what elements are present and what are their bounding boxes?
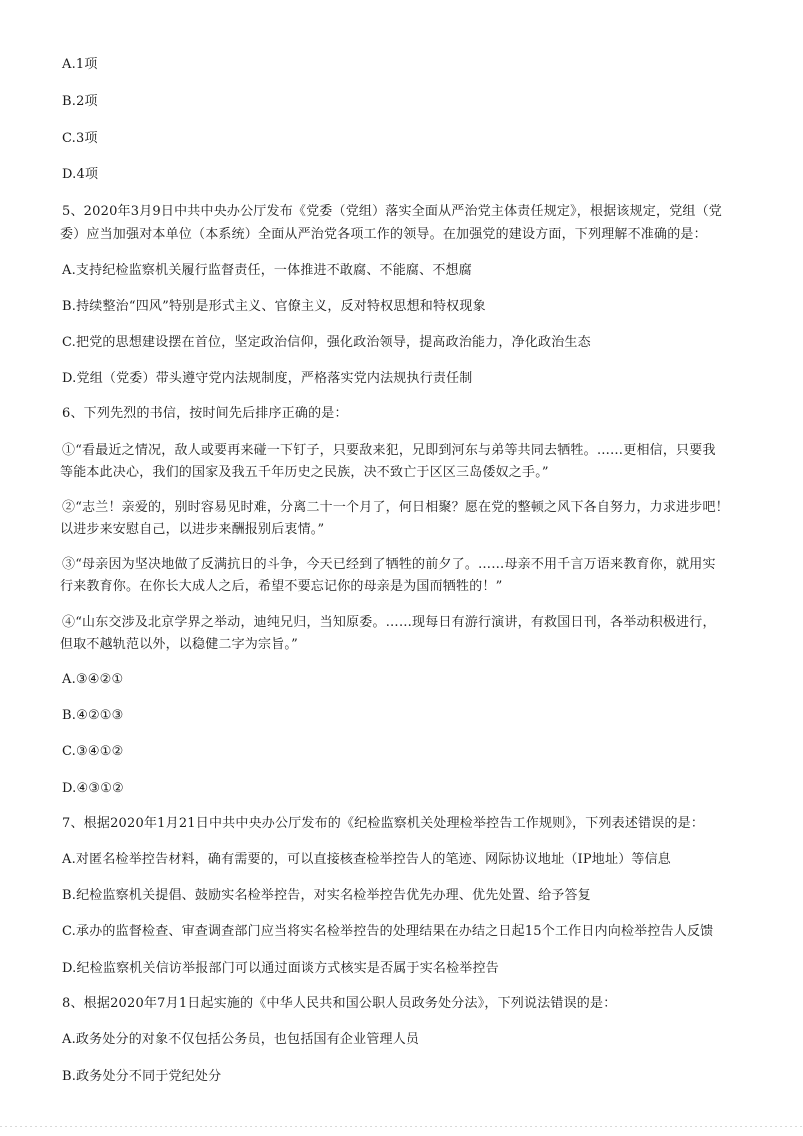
- q7-option-c: C.承办的监督检查、审查调查部门应当将实名检举控告的处理结果在办结之日起15个工作日内向检举控告人反馈: [62, 924, 714, 939]
- q6-letter-2-line2: 以进步来安慰自己，以进步来酬报别后衷情。”: [60, 522, 325, 537]
- q4-option-a: A.1项: [62, 57, 98, 72]
- q6-letter-3-line1: ③“母亲因为坚决地做了反满抗日的斗争，今天已经到了牺牲的前夕了。……母亲不用千言万语来教育你，就用实: [62, 557, 716, 572]
- q5-option-c: C.把党的思想建设摆在首位，坚定政治信仰，强化政治领导，提高政治能力，净化政治生态: [62, 335, 591, 350]
- q7-stem: 7、根据2020年1月21日中共中央办公厅发布的《纪检监察机关处理检举控告工作规则》，下列表述错误的是：: [62, 816, 705, 831]
- q5-option-d: D.党组（党委）带头遵守党内法规制度，严格落实党内法规执行责任制: [62, 371, 473, 386]
- q6-option-c: C.③④①②: [62, 744, 124, 759]
- q5-stem-line1: 5、2020年3月9日中共中央办公厅发布《党委（党组）落实全面从严治党主体责任规定》，根据该规定，党组（党: [62, 204, 722, 219]
- q8-option-a: A.政务处分的对象不仅包括公务员，也包括国有企业管理人员: [62, 1032, 420, 1047]
- q7-option-a: A.对匿名检举控告材料，确有需要的，可以直接核查检举控告人的笔迹、网际协议地址（IP地址）等信息: [62, 852, 672, 867]
- q6-letter-4-line1: ④“山东交涉及北京学界之举动，迪纯兄归，当知原委。……现每日有游行演讲，有救国日刊，各举动积极进行，: [62, 615, 716, 630]
- q5-stem-line2: 委）应当加强对本单位（本系统）全面从严治党各项工作的领导。在加强党的建设方面，下列理解不准确的是：: [60, 227, 707, 242]
- q6-letter-4-line2: 但取不越轨范以外，以稳健二字为宗旨。”: [60, 637, 298, 652]
- q4-option-b: B.2项: [62, 94, 98, 109]
- q6-stem: 6、下列先烈的书信，按时间先后排序正确的是：: [62, 406, 348, 421]
- q6-option-d: D.④③①②: [62, 781, 124, 796]
- q5-option-b: B.持续整治“四风”特别是形式主义、官僚主义，反对特权思想和特权现象: [62, 299, 486, 314]
- q6-option-a: A.③④②①: [62, 672, 124, 687]
- q8-stem: 8、根据2020年7月1日起实施的《中华人民共和国公职人员政务处分法》，下列说法错误的是：: [62, 996, 617, 1011]
- q8-option-b: B.政务处分不同于党纪处分: [62, 1069, 222, 1084]
- q6-letter-3-line2: 行来教育你。在你长大成人之后，希望不要忘记你的母亲是为国而牺牲的！”: [60, 579, 503, 594]
- q4-option-c: C.3项: [62, 131, 98, 146]
- q6-letter-2-line1: ②“志兰！亲爱的，别时容易见时难，分离二十一个月了，何日相聚？愿在党的整顿之风下各自努力，力求进步吧！: [62, 500, 729, 515]
- q5-option-a: A.支持纪检监察机关履行监督责任，一体推进不敢腐、不能腐、不想腐: [62, 263, 472, 278]
- q6-option-b: B.④②①③: [62, 708, 124, 723]
- q7-option-d: D.纪检监察机关信访举报部门可以通过面谈方式核实是否属于实名检举控告: [62, 961, 499, 976]
- q7-option-b: B.纪检监察机关提倡、鼓励实名检举控告，对实名检举控告优先办理、优先处置、给予答复: [62, 888, 591, 903]
- q6-letter-1-line1: ①“看最近之情况，敌人或要再来碰一下钉子，只要敌来犯，兄即到河东与弟等共同去牺牲。……更相信，只要我: [62, 443, 716, 458]
- q4-option-d: D.4项: [62, 167, 99, 182]
- page-bottom-divider: [0, 1126, 803, 1127]
- q6-letter-1-line2: 等能本此决心，我们的国家及我五千年历史之民族，决不致亡于区区三岛倭奴之手。”: [60, 465, 549, 480]
